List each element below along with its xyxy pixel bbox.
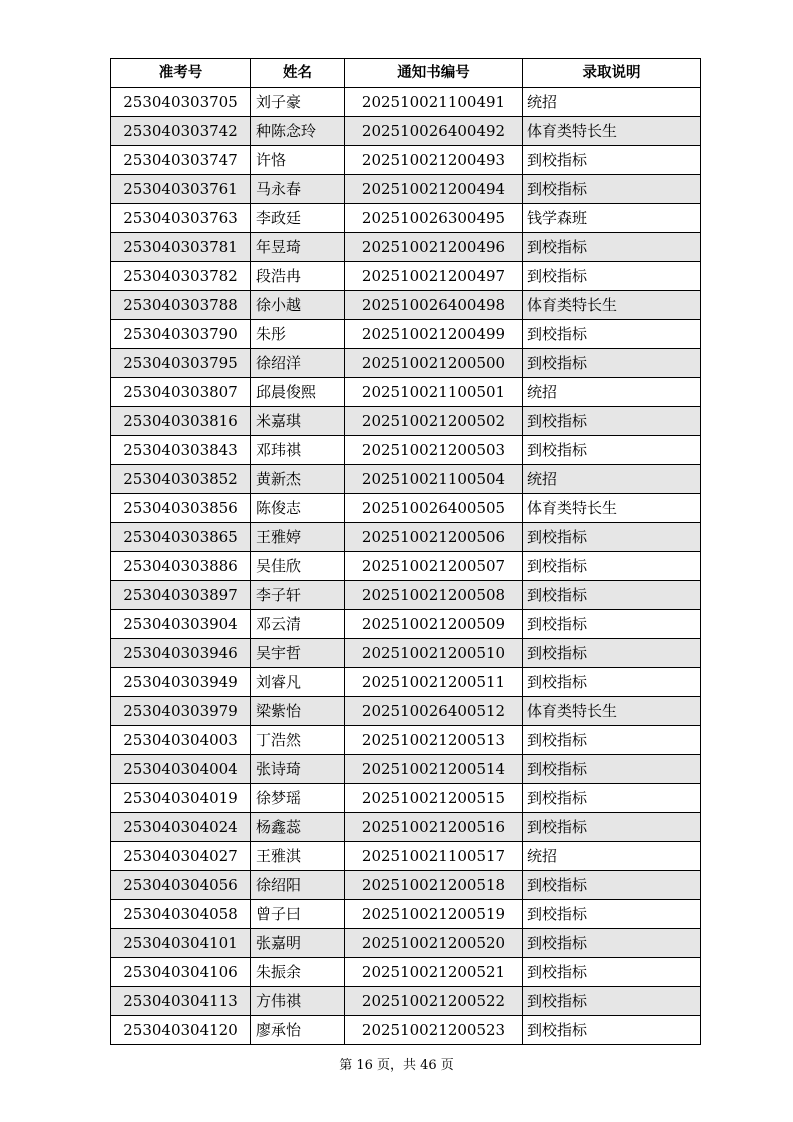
table-row — [111, 523, 701, 552]
exam-number-cell: 253040303781 — [111, 233, 251, 262]
table-row — [111, 291, 701, 320]
notice-number-cell: 202510021200521 — [345, 958, 523, 987]
table-row — [111, 1016, 701, 1045]
student-name-cell: 徐绍洋 — [251, 349, 345, 378]
student-name-cell: 年昱琦 — [251, 233, 345, 262]
admission-note-cell: 到校指标 — [523, 436, 701, 465]
table-row — [111, 610, 701, 639]
student-name-cell: 黄新杰 — [251, 465, 345, 494]
admission-note-cell: 到校指标 — [523, 262, 701, 291]
admission-note-cell: 到校指标 — [523, 987, 701, 1016]
header-admission-note: 录取说明 — [523, 59, 701, 88]
admission-note-cell: 到校指标 — [523, 958, 701, 987]
student-name-cell: 徐梦瑶 — [251, 784, 345, 813]
notice-number-cell: 202510021200493 — [345, 146, 523, 175]
notice-number-cell: 202510021200523 — [345, 1016, 523, 1045]
table-row — [111, 668, 701, 697]
admission-note-cell: 到校指标 — [523, 929, 701, 958]
admission-note-cell: 到校指标 — [523, 175, 701, 204]
table-row — [111, 117, 701, 146]
notice-number-cell: 202510021200510 — [345, 639, 523, 668]
table-row — [111, 175, 701, 204]
exam-number-cell: 253040303979 — [111, 697, 251, 726]
table-row — [111, 465, 701, 494]
exam-number-cell: 253040303742 — [111, 117, 251, 146]
exam-number-cell: 253040303865 — [111, 523, 251, 552]
student-name-cell: 张诗琦 — [251, 755, 345, 784]
admission-note-cell: 到校指标 — [523, 639, 701, 668]
exam-number-cell: 253040304019 — [111, 784, 251, 813]
table-row — [111, 349, 701, 378]
table-row — [111, 726, 701, 755]
notice-number-cell: 202510021100517 — [345, 842, 523, 871]
exam-number-cell: 253040303886 — [111, 552, 251, 581]
notice-number-cell: 202510021200494 — [345, 175, 523, 204]
notice-number-cell: 202510021100504 — [345, 465, 523, 494]
notice-number-cell: 202510026400505 — [345, 494, 523, 523]
student-name-cell: 吴宇哲 — [251, 639, 345, 668]
student-name-cell: 邓云清 — [251, 610, 345, 639]
table-row — [111, 929, 701, 958]
student-name-cell: 朱振余 — [251, 958, 345, 987]
table-row — [111, 552, 701, 581]
exam-number-cell: 253040303788 — [111, 291, 251, 320]
student-name-cell: 杨鑫蕊 — [251, 813, 345, 842]
student-name-cell: 邱晨俊熙 — [251, 378, 345, 407]
exam-number-cell: 253040303761 — [111, 175, 251, 204]
student-name-cell: 曾子曰 — [251, 900, 345, 929]
exam-number-cell: 253040304027 — [111, 842, 251, 871]
student-name-cell: 段浩冉 — [251, 262, 345, 291]
page-footer: 第 16 页，共 46 页 — [339, 1058, 454, 1073]
admission-note-cell: 到校指标 — [523, 349, 701, 378]
table-row — [111, 407, 701, 436]
student-name-cell: 王雅婷 — [251, 523, 345, 552]
exam-number-cell: 253040303949 — [111, 668, 251, 697]
notice-number-cell: 202510021100491 — [345, 88, 523, 117]
table-row — [111, 958, 701, 987]
notice-number-cell: 202510021200513 — [345, 726, 523, 755]
table-row — [111, 755, 701, 784]
student-name-cell: 刘睿凡 — [251, 668, 345, 697]
notice-number-cell: 202510021200518 — [345, 871, 523, 900]
notice-number-cell: 202510026400492 — [345, 117, 523, 146]
exam-number-cell: 253040304106 — [111, 958, 251, 987]
admission-note-cell: 体育类特长生 — [523, 494, 701, 523]
admission-note-cell: 到校指标 — [523, 233, 701, 262]
notice-number-cell: 202510021200496 — [345, 233, 523, 262]
admission-note-cell: 到校指标 — [523, 726, 701, 755]
student-name-cell: 陈俊志 — [251, 494, 345, 523]
notice-number-cell: 202510021200519 — [345, 900, 523, 929]
notice-number-cell: 202510021200507 — [345, 552, 523, 581]
student-name-cell: 许恪 — [251, 146, 345, 175]
table-row — [111, 639, 701, 668]
exam-number-cell: 253040303946 — [111, 639, 251, 668]
notice-number-cell: 202510021200511 — [345, 668, 523, 697]
student-name-cell: 丁浩然 — [251, 726, 345, 755]
student-name-cell: 王雅淇 — [251, 842, 345, 871]
admission-note-cell: 到校指标 — [523, 552, 701, 581]
table-row — [111, 88, 701, 117]
student-name-cell: 刘子豪 — [251, 88, 345, 117]
table-row — [111, 987, 701, 1016]
header-name: 姓名 — [251, 59, 345, 88]
table-row — [111, 233, 701, 262]
table-row — [111, 436, 701, 465]
notice-number-cell: 202510021200514 — [345, 755, 523, 784]
admission-note-cell: 到校指标 — [523, 784, 701, 813]
admission-note-cell: 到校指标 — [523, 1016, 701, 1045]
exam-number-cell: 253040303816 — [111, 407, 251, 436]
notice-number-cell: 202510026300495 — [345, 204, 523, 233]
notice-number-cell: 202510021200509 — [345, 610, 523, 639]
admission-note-cell: 统招 — [523, 465, 701, 494]
exam-number-cell: 253040303856 — [111, 494, 251, 523]
table-row — [111, 697, 701, 726]
notice-number-cell: 202510021200497 — [345, 262, 523, 291]
student-name-cell: 廖承怡 — [251, 1016, 345, 1045]
admission-note-cell: 到校指标 — [523, 755, 701, 784]
header-notice-number: 通知书编号 — [345, 59, 523, 88]
table-row — [111, 204, 701, 233]
admission-note-cell: 到校指标 — [523, 407, 701, 436]
table-row — [111, 784, 701, 813]
exam-number-cell: 253040303843 — [111, 436, 251, 465]
admission-note-cell: 到校指标 — [523, 871, 701, 900]
student-name-cell: 徐小越 — [251, 291, 345, 320]
exam-number-cell: 253040304101 — [111, 929, 251, 958]
table-header-row — [111, 59, 701, 88]
table-row — [111, 842, 701, 871]
notice-number-cell: 202510021200506 — [345, 523, 523, 552]
admission-note-cell: 体育类特长生 — [523, 697, 701, 726]
student-name-cell: 朱彤 — [251, 320, 345, 349]
student-name-cell: 方伟祺 — [251, 987, 345, 1016]
notice-number-cell: 202510021100501 — [345, 378, 523, 407]
exam-number-cell: 253040303897 — [111, 581, 251, 610]
admission-note-cell: 体育类特长生 — [523, 117, 701, 146]
admission-note-cell: 到校指标 — [523, 813, 701, 842]
student-name-cell: 种陈念玲 — [251, 117, 345, 146]
student-name-cell: 邓玮祺 — [251, 436, 345, 465]
notice-number-cell: 202510021200502 — [345, 407, 523, 436]
exam-number-cell: 253040304003 — [111, 726, 251, 755]
admission-note-cell: 统招 — [523, 88, 701, 117]
admission-note-cell: 到校指标 — [523, 900, 701, 929]
exam-number-cell: 253040304056 — [111, 871, 251, 900]
table-row — [111, 320, 701, 349]
table-body — [111, 88, 701, 1045]
notice-number-cell: 202510021200499 — [345, 320, 523, 349]
student-name-cell: 马永春 — [251, 175, 345, 204]
table-row — [111, 813, 701, 842]
notice-number-cell: 202510021200515 — [345, 784, 523, 813]
table-row — [111, 494, 701, 523]
student-name-cell: 张嘉明 — [251, 929, 345, 958]
table-row — [111, 146, 701, 175]
exam-number-cell: 253040303705 — [111, 88, 251, 117]
notice-number-cell: 202510021200500 — [345, 349, 523, 378]
exam-number-cell: 253040304004 — [111, 755, 251, 784]
admission-note-cell: 到校指标 — [523, 668, 701, 697]
notice-number-cell: 202510021200503 — [345, 436, 523, 465]
admission-note-cell: 统招 — [523, 378, 701, 407]
notice-number-cell: 202510021200520 — [345, 929, 523, 958]
admission-note-cell: 到校指标 — [523, 523, 701, 552]
exam-number-cell: 253040303782 — [111, 262, 251, 291]
exam-number-cell: 253040303807 — [111, 378, 251, 407]
admission-table — [110, 58, 701, 1045]
exam-number-cell: 253040304113 — [111, 987, 251, 1016]
exam-number-cell: 253040303790 — [111, 320, 251, 349]
admission-note-cell: 到校指标 — [523, 320, 701, 349]
exam-number-cell: 253040303852 — [111, 465, 251, 494]
student-name-cell: 梁紫怡 — [251, 697, 345, 726]
table-row — [111, 900, 701, 929]
exam-number-cell: 253040303795 — [111, 349, 251, 378]
admission-note-cell: 到校指标 — [523, 581, 701, 610]
exam-number-cell: 253040303747 — [111, 146, 251, 175]
notice-number-cell: 202510021200522 — [345, 987, 523, 1016]
header-exam-number: 准考号 — [111, 59, 251, 88]
notice-number-cell: 202510021200516 — [345, 813, 523, 842]
student-name-cell: 徐绍阳 — [251, 871, 345, 900]
student-name-cell: 米嘉琪 — [251, 407, 345, 436]
admission-note-cell: 体育类特长生 — [523, 291, 701, 320]
admission-note-cell: 钱学森班 — [523, 204, 701, 233]
table-row — [111, 378, 701, 407]
table-row — [111, 262, 701, 291]
exam-number-cell: 253040303904 — [111, 610, 251, 639]
notice-number-cell: 202510021200508 — [345, 581, 523, 610]
notice-number-cell: 202510026400498 — [345, 291, 523, 320]
admission-note-cell: 到校指标 — [523, 146, 701, 175]
notice-number-cell: 202510026400512 — [345, 697, 523, 726]
table-row — [111, 871, 701, 900]
exam-number-cell: 253040304058 — [111, 900, 251, 929]
exam-number-cell: 253040304120 — [111, 1016, 251, 1045]
student-name-cell: 李子轩 — [251, 581, 345, 610]
student-name-cell: 李政廷 — [251, 204, 345, 233]
table-row — [111, 581, 701, 610]
admission-note-cell: 到校指标 — [523, 610, 701, 639]
student-name-cell: 吴佳欣 — [251, 552, 345, 581]
exam-number-cell: 253040303763 — [111, 204, 251, 233]
exam-number-cell: 253040304024 — [111, 813, 251, 842]
admission-note-cell: 统招 — [523, 842, 701, 871]
